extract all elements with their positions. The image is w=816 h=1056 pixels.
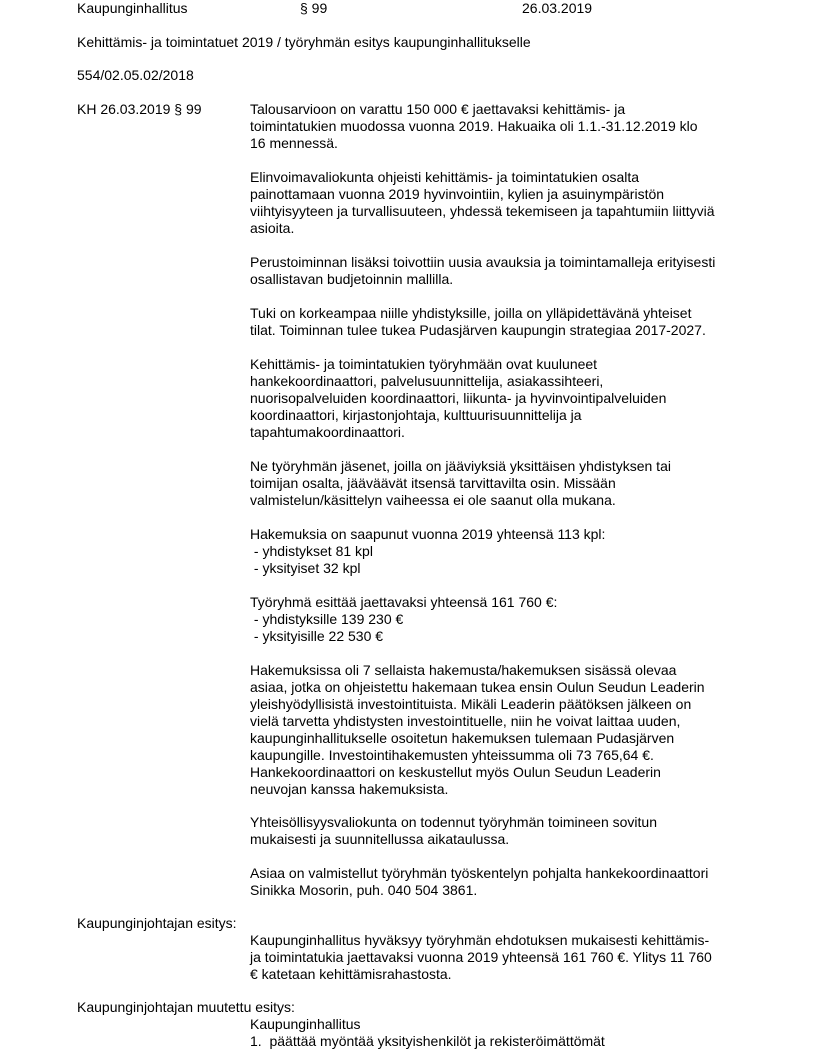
- paragraph-line: kaupunginhallitukselle osoitetun hakemuksen tulemaan Pudasjärven: [250, 730, 675, 746]
- list-item: - yhdistyksille 139 230 €: [250, 611, 404, 627]
- paragraph-line: Elinvoimavaliokunta ohjeisti kehittämis- ja toimintatukien osalta: [250, 169, 640, 185]
- paragraph-preparer: [250, 865, 708, 899]
- meeting-reference: KH 26.03.2019 § 99: [77, 101, 202, 117]
- document-title: Kehittämis- ja toimintatuet 2019 / työryhmän esitys kaupunginhallitukselle: [77, 34, 531, 50]
- amended-proposal-label: Kaupunginjohtajan muutettu esitys:: [77, 999, 295, 1015]
- paragraph-support-level: [250, 305, 706, 339]
- paragraph-line: tapahtumakoordinaattori.: [250, 424, 405, 440]
- header-body: Kaupunginhallitus: [77, 0, 188, 16]
- paragraph-line: € katetaan kehittämisrahastosta.: [250, 966, 452, 982]
- list-item: - yksityisille 22 530 €: [250, 628, 384, 644]
- amended-proposal-text: [250, 1016, 605, 1050]
- paragraph-line: neuvojan kanssa hakemuksista.: [250, 781, 449, 797]
- paragraph-committee: [250, 814, 657, 848]
- paragraph-line: painottamaan vuonna 2019 hyvinvointiin, kylien ja asuinympäristön: [250, 186, 665, 202]
- paragraph-applications: [250, 526, 605, 577]
- paragraph-line: Tuki on korkeampaa niille yhdistyksille, joilla on ylläpidettävänä yhteiset: [250, 305, 692, 321]
- proposal-text: [250, 932, 712, 983]
- paragraph-line: mukaisesti ja suunnitellussa aikataulussa.: [250, 831, 510, 847]
- paragraph-line: Kehittämis- ja toimintatukien työryhmään ovat kuuluneet: [250, 356, 598, 372]
- paragraph-line: Ne työryhmän jäsenet, joilla on jääviyksiä yksittäisen yhdistyksen tai: [250, 458, 671, 474]
- paragraph-line: Hakemuksia on saapunut vuonna 2019 yhteensä 113 kpl:: [250, 526, 606, 542]
- proposal-label: Kaupunginjohtajan esitys:: [77, 915, 237, 931]
- paragraph-disqualification: [250, 458, 671, 509]
- paragraph-line: Hankekoordinaattori on keskustellut myös Oulun Seudun Leaderin: [250, 764, 661, 780]
- paragraph-line: toimintatukien muodossa vuonna 2019. Hakuaika oli 1.1.-31.12.2019 klo: [250, 118, 698, 134]
- header-section: § 99: [300, 0, 328, 16]
- paragraph-new-openings: [250, 254, 715, 288]
- paragraph-line: tilat. Toiminnan tulee tukea Pudasjärven kaupungin strategiaa 2017-2027.: [250, 322, 706, 338]
- diary-number: 554/02.05.02/2018: [77, 67, 194, 83]
- paragraph-line: asioita.: [250, 220, 295, 236]
- paragraph-line: ja toimintatukia jaettavaksi vuonna 2019 yhteensä 161 760 €. Ylitys 11 760: [250, 949, 712, 965]
- paragraph-line: vielä tarvetta yhdistysten investointituelle, niin he voivat laittaa uuden,: [250, 713, 681, 729]
- paragraph-line: Kaupunginhallitus hyväksyy työryhmän ehdotuksen mukaisesti kehittämis-: [250, 932, 710, 948]
- paragraph-line: hankekoordinaattori, palvelusuunnittelija, asiakassihteeri,: [250, 373, 604, 389]
- paragraph-line: viihtyisyyteen ja turvallisuuteen, yhdessä tekemiseen ja tapahtumiin liittyviä: [250, 203, 715, 219]
- list-item: 1. päättää myöntää yksityishenkilöt ja rekisteröimättömät: [250, 1033, 605, 1049]
- paragraph-line: kaupungille. Investointihakemusten yhteissumma oli 73 765,64 €.: [250, 747, 654, 763]
- paragraph-line: osallistavan budjetoinnin mallilla.: [250, 271, 454, 287]
- paragraph-guidance: [250, 169, 715, 237]
- paragraph-line: Talousarvioon on varattu 150 000 € jaettavaksi kehittämis- ja: [250, 101, 626, 117]
- paragraph-line: Työryhmä esittää jaettavaksi yhteensä 161 760 €:: [250, 594, 558, 610]
- paragraph-line: Perustoiminnan lisäksi toivottiin uusia avauksia ja toimintamalleja erityisesti: [250, 254, 716, 270]
- paragraph-working-group: [250, 356, 666, 441]
- paragraph-line: koordinaattori, kirjastonjohtaja, kulttuurisuunnittelija ja: [250, 407, 582, 423]
- paragraph-line: 16 mennessä.: [250, 135, 338, 151]
- paragraph-budget: [250, 101, 698, 152]
- paragraph-line: valmistelun/käsittelyn vaiheessa ei ole saanut olla mukana.: [250, 492, 616, 508]
- paragraph-distribution: [250, 594, 557, 645]
- paragraph-line: Kaupunginhallitus: [250, 1016, 361, 1032]
- paragraph-line: Hakemuksissa oli 7 sellaista hakemusta/hakemuksen sisässä olevaa: [250, 662, 677, 678]
- list-item: - yhdistykset 81 kpl: [250, 543, 373, 559]
- paragraph-line: yleishyödyllisistä investointituista. Mikäli Leaderin päätöksen jälkeen on: [250, 696, 692, 712]
- paragraph-line: Asiaa on valmistellut työryhmän työskentelyn pohjalta hankekoordinaattori: [250, 865, 709, 881]
- paragraph-line: asiaa, jotka on ohjeistettu hakemaan tukea ensin Oulun Seudun Leaderin: [250, 679, 705, 695]
- list-item: - yksityiset 32 kpl: [250, 560, 361, 576]
- paragraph-line: Sinikka Mosorin, puh. 040 504 3861.: [250, 882, 478, 898]
- paragraph-line: Yhteisöllisyysvaliokunta on todennut työryhmän toimineen sovitun: [250, 814, 658, 830]
- paragraph-line: toimijan osalta, jääväävät itsensä tarvittavilta osin. Missään: [250, 475, 616, 491]
- paragraph-leader-investments: [250, 662, 705, 798]
- paragraph-line: nuorisopalveluiden koordinaattori, liikunta- ja hyvinvointipalveluiden: [250, 390, 667, 406]
- header-date: 26.03.2019: [522, 0, 593, 16]
